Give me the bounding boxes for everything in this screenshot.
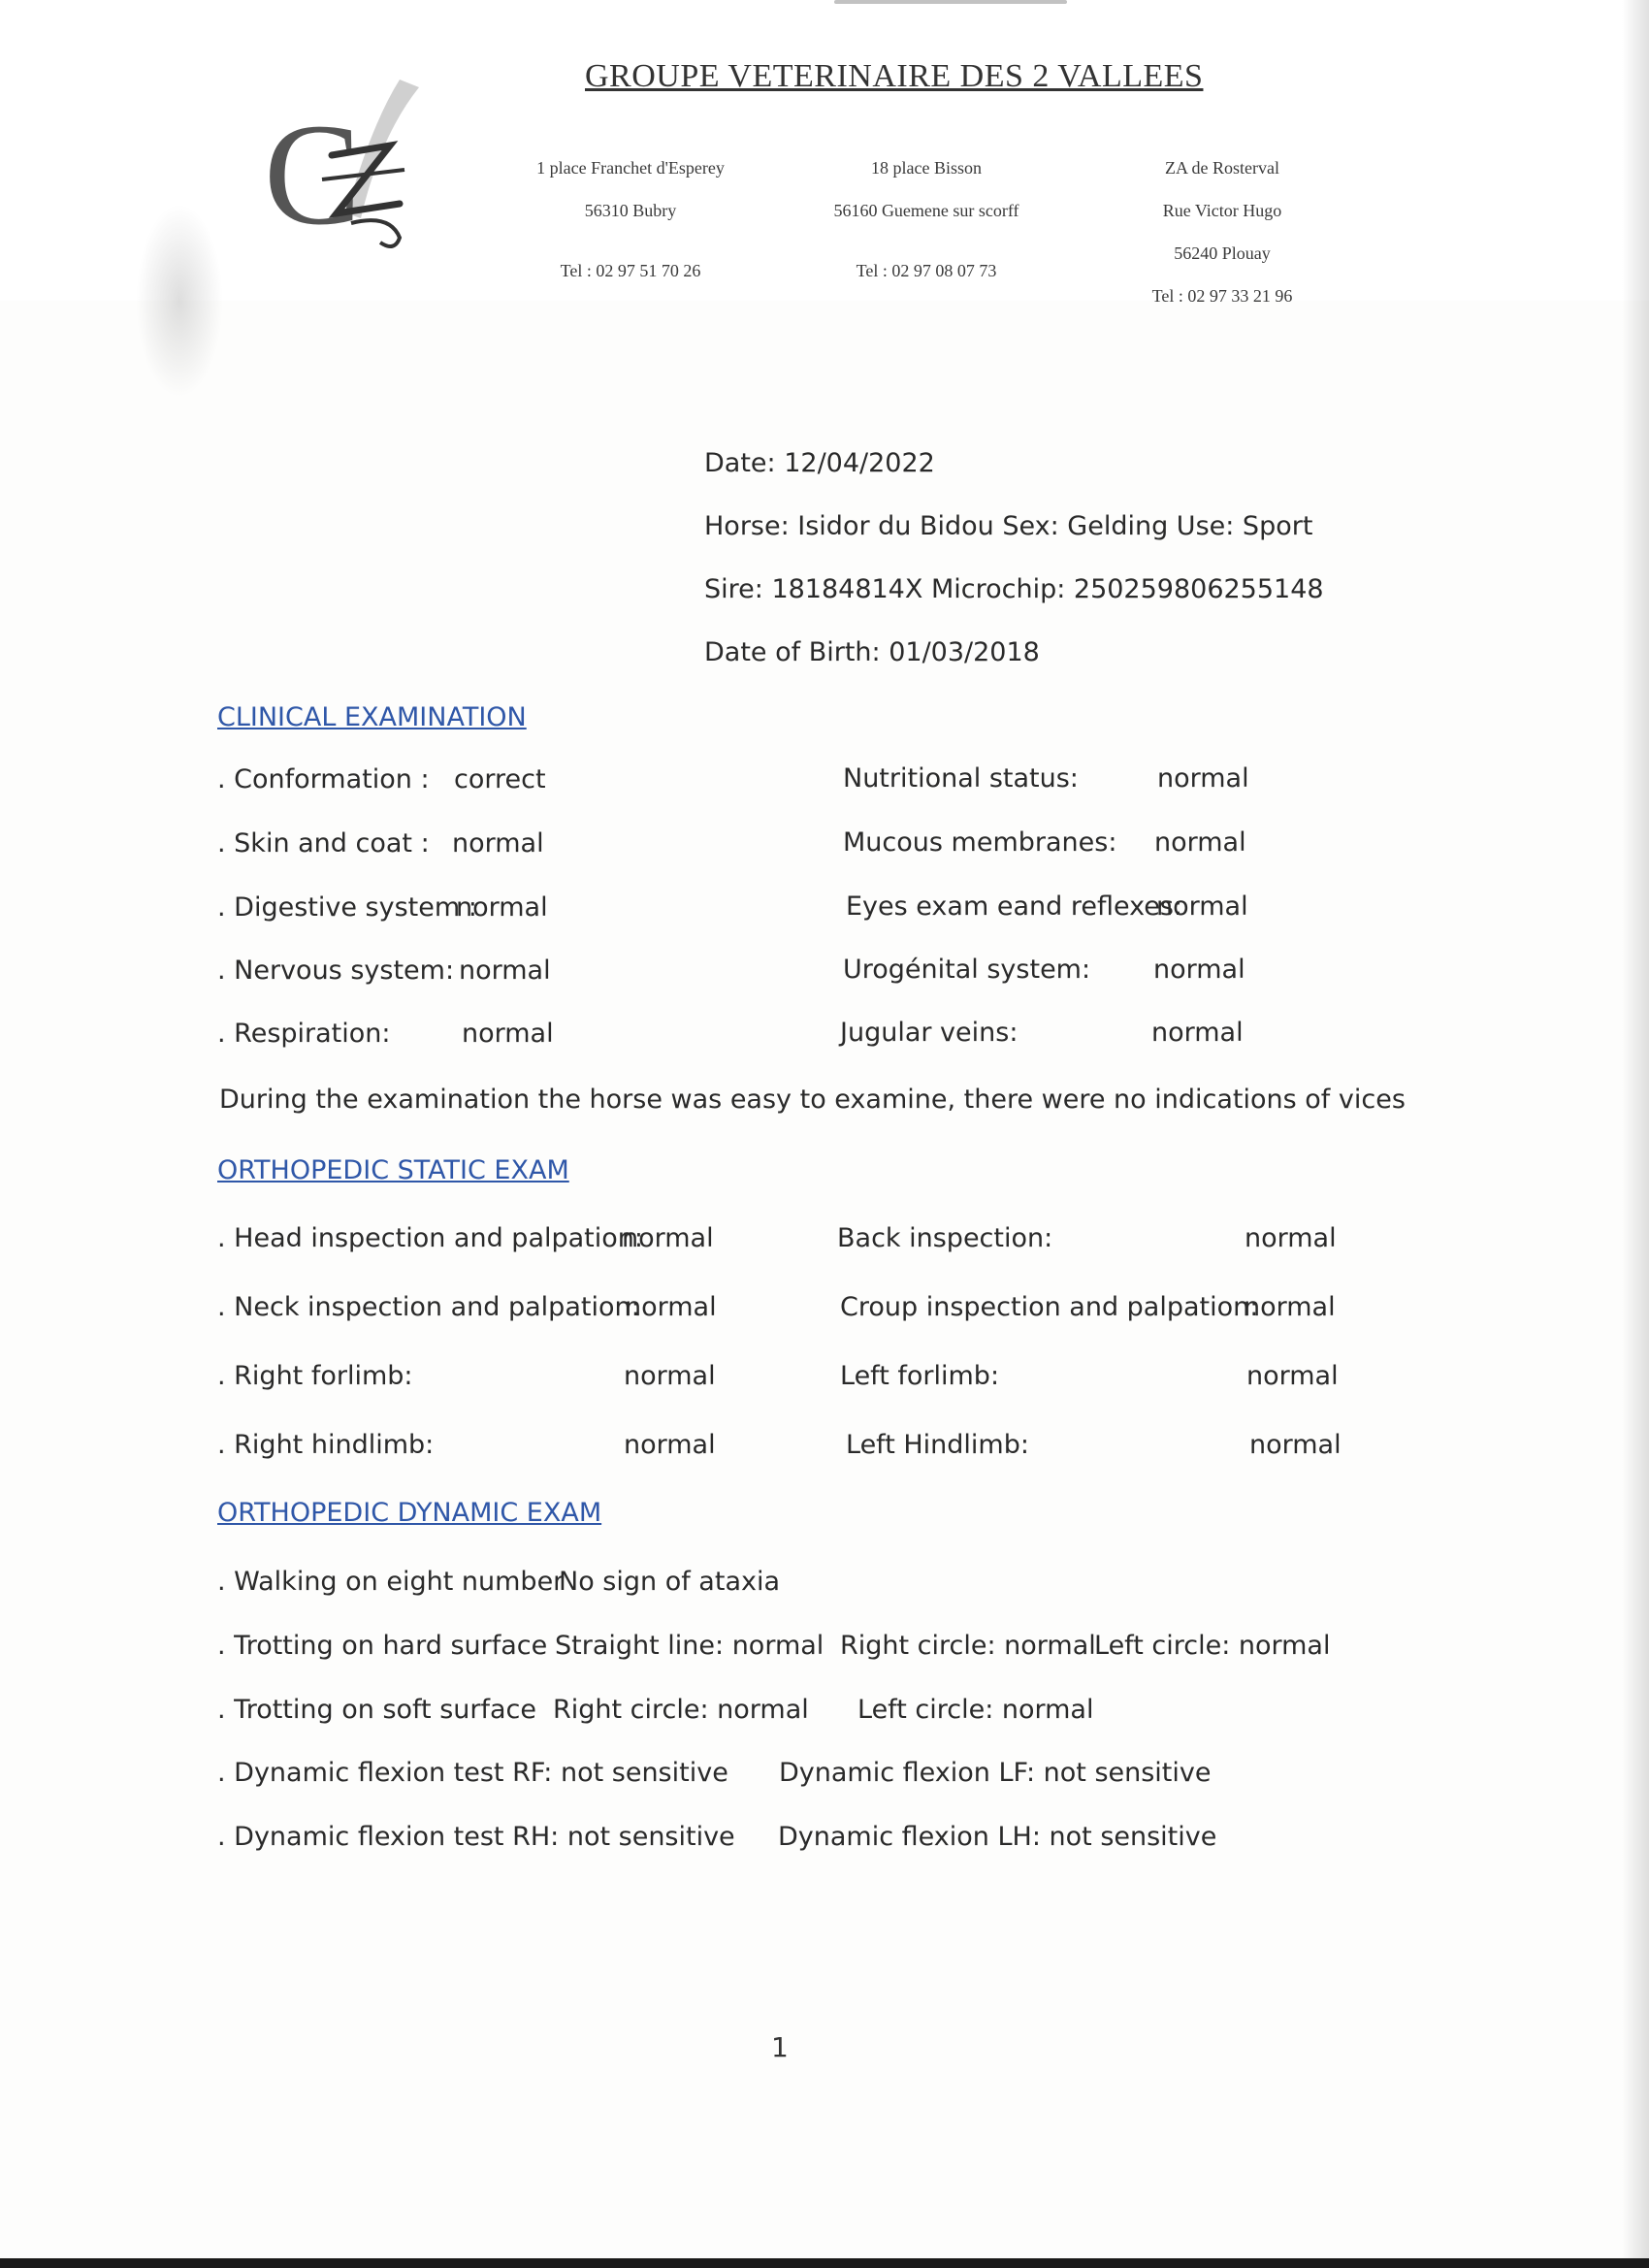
walking-label: . Walking on eight number (217, 1567, 565, 1597)
neck-palpation-label: . Neck inspection and palpation: (217, 1292, 640, 1322)
address-phone: Tel : 02 97 51 70 26 (560, 261, 701, 280)
heading-clinical-examination: CLINICAL EXAMINATION (217, 702, 527, 732)
trot-hard-label: . Trotting on hard surface (217, 1631, 548, 1661)
address-bubry (514, 136, 747, 303)
conformation-label: . Conformation : (217, 764, 430, 794)
respiration-value: normal (462, 1019, 554, 1049)
skin-coat-label: . Skin and coat : (217, 828, 430, 859)
trot-soft-right: Right circle: normal (553, 1695, 809, 1725)
left-forlimb-label: Left forlimb: (840, 1361, 1000, 1391)
jugular-label: Jugular veins: (840, 1018, 1018, 1048)
eyes-label: Eyes exam eand reflexes: (846, 891, 1183, 922)
croup-palpation-value: normal (1244, 1292, 1336, 1322)
neck-palpation-value: normal (625, 1292, 717, 1322)
exam-note: During the examination the horse was easy to examine, there were no indications of vices (219, 1085, 1406, 1115)
clinic-logo (254, 68, 448, 262)
right-forlimb-label: . Right forlimb: (217, 1361, 413, 1391)
scan-artifact-right (1622, 0, 1649, 2268)
trot-hard-right: Right circle: normal (840, 1631, 1096, 1661)
mucous-label: Mucous membranes: (843, 827, 1117, 858)
date-of-birth: Date of Birth: 01/03/2018 (704, 637, 1040, 667)
head-palpation-value: normal (622, 1223, 714, 1253)
clinic-name: GROUPE VETERINAIRE DES 2 VALLEES (585, 58, 1204, 94)
nervous-label: . Nervous system: (217, 956, 455, 986)
right-forlimb-value: normal (624, 1361, 716, 1391)
scan-smudge (136, 204, 223, 398)
left-hindlimb-value: normal (1249, 1430, 1342, 1460)
trot-hard-left: Left circle: normal (1094, 1631, 1331, 1661)
flexion-rh: . Dynamic flexion test RH: not sensitive (217, 1822, 735, 1852)
jugular-value: normal (1151, 1018, 1244, 1048)
address-line: 1 place Franchet d'Esperey (536, 158, 725, 178)
respiration-label: . Respiration: (217, 1019, 391, 1049)
flexion-lf: Dynamic flexion LF: not sensitive (779, 1758, 1212, 1788)
digestive-label: . Digestive system : (217, 892, 477, 923)
address-phone: Tel : 02 97 33 21 96 (1151, 286, 1293, 306)
right-hindlimb-label: . Right hindlimb: (217, 1430, 435, 1460)
walking-value: No sign of ataxia (559, 1567, 781, 1597)
skin-coat-value: normal (452, 828, 544, 859)
svg-text:C: C (264, 94, 362, 255)
scan-artifact-top (834, 0, 1067, 4)
eyes-value: normal (1156, 891, 1248, 922)
address-line: 56160 Guemene sur scorff (833, 201, 1019, 220)
right-hindlimb-value: normal (624, 1430, 716, 1460)
address-guemene (810, 136, 1043, 303)
heading-orthopedic-static: ORTHOPEDIC STATIC EXAM (217, 1155, 569, 1185)
conformation-value: correct (454, 764, 546, 794)
trot-hard-straight: Straight line: normal (555, 1631, 824, 1661)
address-line: 56240 Plouay (1174, 243, 1271, 263)
trot-soft-label: . Trotting on soft surface (217, 1695, 537, 1725)
page-number: 1 (771, 2031, 789, 2063)
address-line: 56310 Bubry (584, 201, 677, 220)
trot-soft-left: Left circle: normal (857, 1695, 1094, 1725)
address-line: 18 place Bisson (871, 158, 982, 178)
address-line: Rue Victor Hugo (1162, 201, 1282, 220)
left-forlimb-value: normal (1246, 1361, 1339, 1391)
flexion-rf: . Dynamic flexion test RF: not sensitive (217, 1758, 728, 1788)
back-inspection-value: normal (1245, 1223, 1337, 1253)
scan-artifact-bottom (0, 2258, 1649, 2268)
back-inspection-label: Back inspection: (837, 1223, 1053, 1253)
nutritional-value: normal (1157, 763, 1249, 794)
address-plouay (1106, 136, 1339, 328)
exam-date: Date: 12/04/2022 (704, 448, 935, 478)
urogenital-label: Urogénital system: (843, 955, 1091, 985)
address-line: ZA de Rosterval (1165, 158, 1279, 178)
head-palpation-label: . Head inspection and palpation: (217, 1223, 643, 1253)
sire-microchip: Sire: 18184814X Microchip: 250259806255148 (704, 574, 1324, 604)
urogenital-value: normal (1153, 955, 1245, 985)
horse-info: Horse: Isidor du Bidou Sex: Gelding Use: Sport (704, 511, 1313, 541)
mucous-value: normal (1154, 827, 1246, 858)
left-hindlimb-label: Left Hindlimb: (846, 1430, 1029, 1460)
nutritional-label: Nutritional status: (843, 763, 1079, 794)
flexion-lh: Dynamic flexion LH: not sensitive (778, 1822, 1217, 1852)
nervous-value: normal (459, 956, 551, 986)
croup-palpation-label: Croup inspection and palpation: (840, 1292, 1259, 1322)
heading-orthopedic-dynamic: ORTHOPEDIC DYNAMIC EXAM (217, 1498, 602, 1528)
address-phone: Tel : 02 97 08 07 73 (856, 261, 997, 280)
digestive-value: normal (456, 892, 548, 923)
